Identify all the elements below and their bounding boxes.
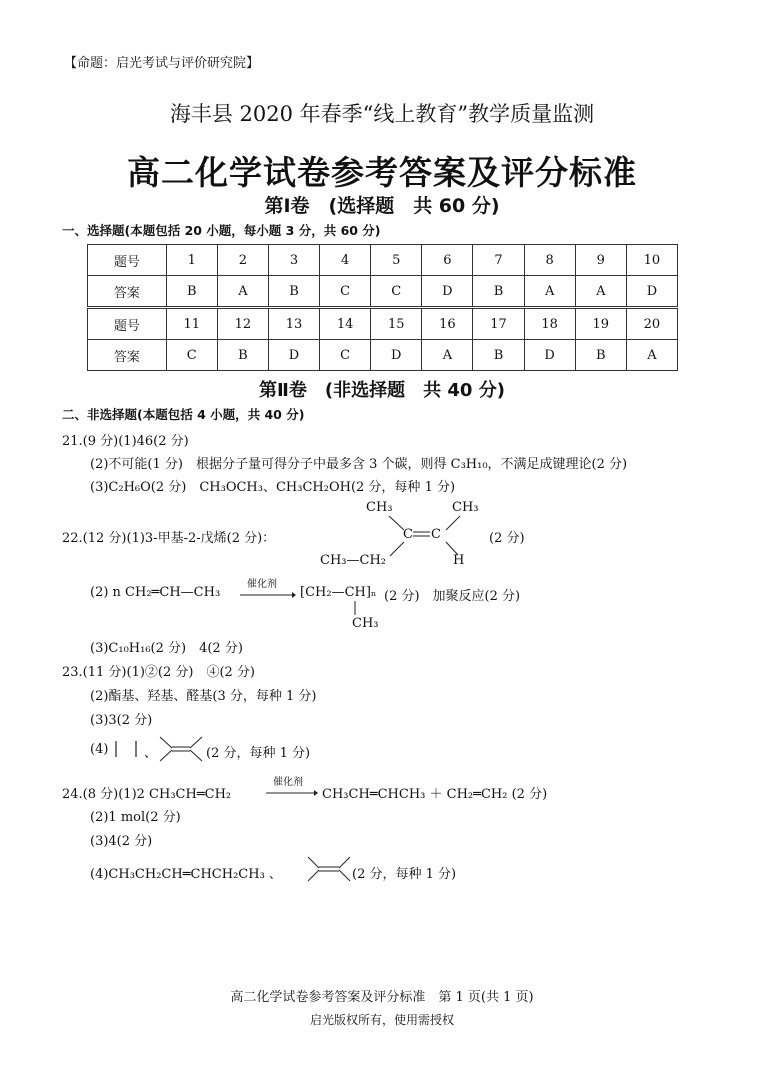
table-cell: D	[422, 276, 473, 308]
part1-instruction: 一、选择题(本题包括 20 小题，每小题 3 分，共 60 分)	[62, 223, 381, 238]
table-cell: 14	[320, 308, 371, 340]
struct-hydrogen: H	[453, 553, 465, 568]
q21-line3: (3)C₂H₆O(2 分) CH₃OCH₃、CH₃CH₂OH(2 分，每种 1 分)	[90, 480, 456, 495]
table-cell: 11	[166, 308, 217, 340]
table-cell: B	[473, 340, 524, 371]
q22-reactant: (2) n CH₂═CH—CH₃	[90, 585, 221, 600]
exam-title: 海丰县 2020 年春季“线上教育”教学质量监测	[169, 102, 595, 126]
table-cell: 2	[217, 245, 268, 276]
reaction-arrow-icon	[266, 789, 318, 797]
q24-line3: (3)4(2 分)	[90, 834, 153, 849]
row-label: 题号	[88, 308, 167, 340]
table-cell: A	[524, 276, 575, 308]
table-cell: 4	[320, 245, 371, 276]
row-label: 答案	[88, 340, 167, 371]
table-cell: C	[166, 340, 217, 371]
table-cell: 16	[422, 308, 473, 340]
table-cell: 13	[268, 308, 319, 340]
struct-ch3-top-right: CH₃	[452, 500, 479, 515]
catalyst-label: 催化剂	[247, 579, 277, 590]
table-cell: B	[217, 340, 268, 371]
table-cell: C	[320, 276, 371, 308]
table-cell: 19	[575, 308, 626, 340]
table-cell: 10	[626, 245, 677, 276]
table-cell: 15	[371, 308, 422, 340]
catalyst-label: 催化剂	[273, 777, 303, 788]
table-cell: 9	[575, 245, 626, 276]
table-cell: 1	[166, 245, 217, 276]
footer-copyright: 启光版权所有，使用需授权	[309, 1013, 454, 1027]
header-tag: 【命题：启光考试与评价研究院】	[64, 56, 260, 71]
q24-products: CH₃CH═CHCH₃ ＋ CH₂═CH₂ (2 分)	[322, 787, 548, 802]
struct-carbon-left: C	[403, 527, 413, 542]
part2-instruction: 二、非选择题(本题包括 4 小题，共 40 分)	[62, 407, 305, 422]
table-cell: 3	[268, 245, 319, 276]
table-cell: B	[473, 276, 524, 308]
table-cell: 7	[473, 245, 524, 276]
q24-line4-score: (2 分，每种 1 分)	[352, 867, 457, 882]
table-cell: A	[217, 276, 268, 308]
q21-line1: 21.(9 分)(1)46(2 分)	[62, 434, 189, 449]
q23-line4-prefix: (4)	[90, 742, 109, 757]
q24-line4-left: (4)CH₃CH₂CH═CHCH₂CH₃ 、	[90, 867, 282, 882]
q22-line3: (3)C₁₀H₁₆(2 分) 4(2 分)	[90, 641, 243, 656]
q22-line1: 22.(12 分)(1)3-甲基-2-戊烯(2 分)：	[62, 531, 276, 546]
table-cell: 5	[371, 245, 422, 276]
document-title: 高二化学试卷参考答案及评分标准	[127, 153, 637, 192]
row-label: 答案	[88, 276, 167, 308]
table-cell: D	[268, 340, 319, 371]
q21-line2: (2)不可能(1 分) 根据分子量可得分子中最多含 3 个碳，则得 C₃H₁₀，不满足成键理论(2 分)	[90, 457, 628, 472]
table-cell: C	[371, 276, 422, 308]
table-cell: B	[268, 276, 319, 308]
q24-reactant: 24.(8 分)(1)2 CH₃CH═CH₂	[62, 787, 232, 802]
row-label: 题号	[88, 245, 167, 276]
struct-ethyl: CH₃—CH₂	[320, 553, 386, 568]
q23-line1: 23.(11 分)(1)②(2 分) ④(2 分)	[62, 665, 256, 680]
table-cell: 6	[422, 245, 473, 276]
struct-ch3-top-left: CH₃	[366, 500, 393, 515]
table-cell: D	[524, 340, 575, 371]
polymer-branch-ch3: CH₃	[352, 616, 379, 631]
table-cell: A	[422, 340, 473, 371]
polymer-branch-bond	[352, 601, 358, 615]
table-cell: B	[575, 340, 626, 371]
q23-line3: (3)3(2 分)	[90, 713, 153, 728]
table-cell: 8	[524, 245, 575, 276]
part2-heading: 第Ⅱ卷 (非选择题 共 40 分)	[259, 380, 505, 401]
table-cell: 18	[524, 308, 575, 340]
table-cell: D	[371, 340, 422, 371]
table-cell: A	[575, 276, 626, 308]
q22-struct-score: (2 分)	[489, 531, 525, 546]
footer-page-info: 高二化学试卷参考答案及评分标准 第 1 页(共 1 页)	[230, 990, 534, 1005]
reaction-arrow-icon	[240, 591, 296, 599]
q23-line4-score: (2 分，每种 1 分)	[206, 746, 311, 761]
table-cell: A	[626, 340, 677, 371]
q23-structures-icon	[112, 733, 212, 767]
table-cell: 12	[217, 308, 268, 340]
struct-carbon-right: C	[431, 527, 441, 542]
table-cell: 17	[473, 308, 524, 340]
q24-structure-icon	[306, 853, 356, 887]
table-cell: C	[320, 340, 371, 371]
svg-text:、: 、	[144, 746, 158, 761]
q24-line2: (2)1 mol(2 分)	[90, 810, 181, 825]
part1-heading: 第Ⅰ卷 (选择题 共 60 分)	[264, 195, 500, 217]
q22-polymer: [CH₂—CH]ₙ	[300, 585, 377, 600]
table-cell: B	[166, 276, 217, 308]
q23-line2: (2)酯基、羟基、醛基(3 分，每种 1 分)	[90, 689, 317, 704]
table-cell: 20	[626, 308, 677, 340]
table-cell: D	[626, 276, 677, 308]
q22-line2-score: (2 分) 加聚反应(2 分)	[384, 589, 521, 604]
